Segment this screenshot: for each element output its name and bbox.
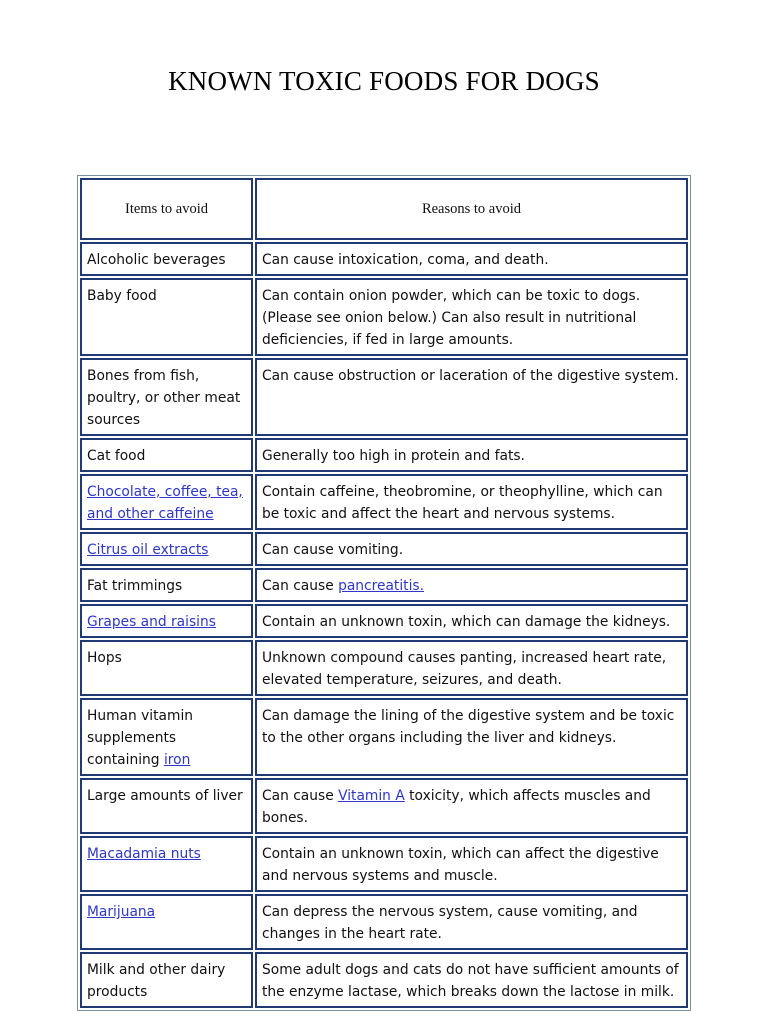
reason-cell (255, 568, 688, 602)
item-cell (80, 568, 253, 602)
reason-cell (255, 474, 688, 530)
item-cell (80, 698, 253, 776)
table-row (80, 358, 688, 436)
item-cell (80, 640, 253, 696)
reason-cell (255, 438, 688, 472)
table-header-row (80, 178, 688, 240)
header-items-to-avoid: Items to avoid (80, 178, 253, 240)
reason-cell (255, 358, 688, 436)
cell-text: Can cause (262, 578, 339, 594)
table-row (80, 568, 688, 602)
row-link[interactable]: Citrus oil extracts (87, 542, 209, 558)
toxic-foods-table (77, 175, 691, 1011)
table-row (80, 604, 688, 638)
table-row (80, 698, 688, 776)
reason-cell (255, 698, 688, 776)
cell-text: Contain caffeine, theobromine, or theophylline, which can be toxic and affect the heart and nervous systems. (262, 484, 663, 522)
row-link[interactable]: Grapes and raisins (87, 614, 216, 630)
reason-cell (255, 604, 688, 638)
cell-text: Fat trimmings (87, 578, 183, 594)
row-link[interactable]: Marijuana (87, 904, 156, 920)
table-body (80, 242, 688, 1008)
cell-text: Can cause (262, 788, 339, 804)
item-cell (80, 952, 253, 1008)
row-link[interactable]: pancreatitis. (338, 578, 424, 594)
cell-text: Baby food (87, 288, 157, 304)
reason-cell (255, 836, 688, 892)
row-link[interactable]: Vitamin A (338, 788, 405, 804)
table-row (80, 778, 688, 834)
item-cell (80, 358, 253, 436)
cell-text: Cat food (87, 448, 146, 464)
table-row (80, 438, 688, 472)
page-title: KNOWN TOXIC FOODS FOR DOGS (168, 66, 600, 96)
cell-text: Can depress the nervous system, cause vomiting, and changes in the heart rate. (262, 904, 638, 942)
item-cell (80, 438, 253, 472)
row-link[interactable]: Macadamia nuts (87, 846, 201, 862)
cell-text: Human vitamin supplements containing (87, 708, 194, 768)
reason-cell (255, 278, 688, 356)
cell-text: Unknown compound causes panting, increased heart rate, elevated temperature, seizures, and death. (262, 650, 667, 688)
header-reasons-to-avoid: Reasons to avoid (255, 178, 688, 240)
cell-text: Can contain onion powder, which can be toxic to dogs. (Please see onion below.) Can also result in nutritional deficiencies, if fed in large amounts. (262, 288, 641, 348)
item-cell (80, 894, 253, 950)
item-cell (80, 778, 253, 834)
reason-cell (255, 894, 688, 950)
cell-text: Can cause obstruction or laceration of the digestive system. (262, 368, 679, 384)
reason-cell (255, 778, 688, 834)
row-link[interactable]: Chocolate, coffee, tea, and other caffeine (87, 484, 243, 522)
cell-text: Milk and other dairy products (87, 962, 226, 1000)
item-cell (80, 604, 253, 638)
table-row (80, 278, 688, 356)
table-row (80, 532, 688, 566)
item-cell (80, 532, 253, 566)
row-link[interactable]: iron (163, 752, 191, 768)
reason-cell (255, 640, 688, 696)
reason-cell (255, 242, 688, 276)
table-row (80, 242, 688, 276)
table-row (80, 836, 688, 892)
cell-text: Contain an unknown toxin, which can damage the kidneys. (262, 614, 671, 630)
cell-text: Large amounts of liver (87, 788, 243, 804)
cell-text: Can cause intoxication, coma, and death. (262, 252, 549, 268)
cell-text: Alcoholic beverages (87, 252, 226, 268)
item-cell (80, 242, 253, 276)
cell-text: Generally too high in protein and fats. (262, 448, 525, 464)
cell-text: toxicity, which affects muscles and bones. (262, 788, 651, 826)
item-cell (80, 836, 253, 892)
cell-text: Hops (87, 650, 122, 666)
cell-text: Bones from fish, poultry, or other meat sources (87, 368, 241, 428)
item-cell (80, 474, 253, 530)
cell-text: Can cause vomiting. (262, 542, 404, 558)
table-row (80, 640, 688, 696)
item-cell (80, 278, 253, 356)
reason-cell (255, 952, 688, 1008)
table-row (80, 952, 688, 1008)
reason-cell (255, 532, 688, 566)
cell-text: Some adult dogs and cats do not have sufficient amounts of the enzyme lactase, which breaks down the lactose in milk. (262, 962, 679, 1000)
table-row (80, 894, 688, 950)
cell-text: Can damage the lining of the digestive system and be toxic to the other organs including the liver and kidneys. (262, 708, 675, 746)
cell-text: Contain an unknown toxin, which can affect the digestive and nervous systems and muscle. (262, 846, 659, 884)
table-row (80, 474, 688, 530)
